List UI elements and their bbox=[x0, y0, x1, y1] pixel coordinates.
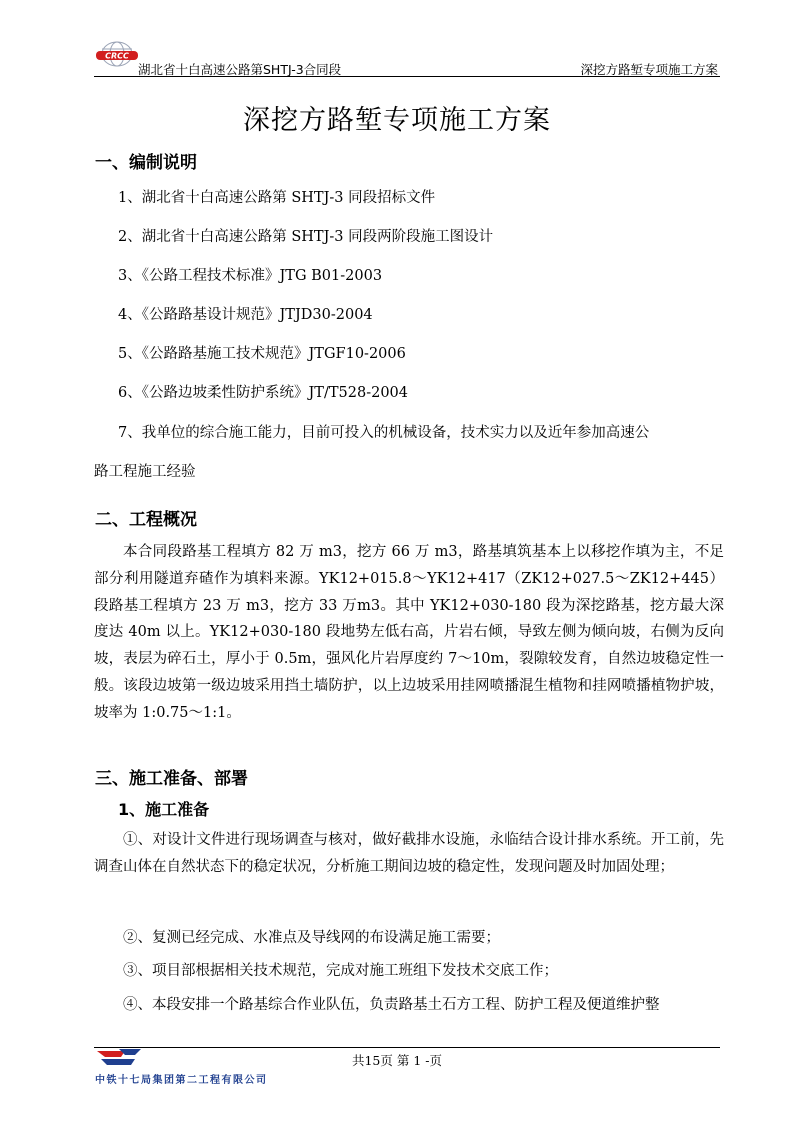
footer-divider bbox=[94, 1047, 720, 1048]
svg-text:CRCC: CRCC bbox=[105, 51, 129, 61]
reference-item-3: 3、《公路工程技术标准》JTG B01-2003 bbox=[118, 268, 383, 284]
preparation-item-1: ①、对设计文件进行现场调查与核对，做好截排水设施，永临结合设计排水系统。开工前，先调查山体在自然状态下的稳定状况，分析施工期间边坡的稳定性，发现问题及时加固处理； bbox=[94, 832, 724, 875]
preparation-item-4: ④、本段安排一个路基综合作业队伍，负责路基土石方工程、防护工程及便道维护整 bbox=[123, 997, 660, 1013]
reference-item-7-continued: 路工程施工经验 bbox=[94, 464, 196, 480]
section-3-heading: 三、施工准备、部署 bbox=[95, 769, 248, 789]
header-right-text: 深挖方路堑专项施工方案 bbox=[580, 62, 718, 77]
crcc-logo-icon bbox=[94, 40, 140, 70]
reference-item-6: 6、《公路边坡柔性防护系统》JT/T528-2004 bbox=[118, 385, 408, 401]
subsection-1-heading: 1、施工准备 bbox=[118, 800, 210, 819]
preparation-item-3: ③、项目部根据相关技术规范，完成对施工班组下发技术交底工作； bbox=[123, 963, 558, 979]
document-title: 深挖方路堑专项施工方案 bbox=[243, 105, 551, 136]
page-header bbox=[94, 36, 720, 77]
section-1-heading: 一、编制说明 bbox=[95, 153, 197, 173]
reference-item-1: 1、湖北省十白高速公路第 SHTJ-3 同段招标文件 bbox=[118, 190, 436, 206]
header-left-text: 湖北省十白高速公路第SHTJ-3合同段 bbox=[138, 62, 342, 77]
reference-item-7: 7、我单位的综合施工能力，目前可投入的机械设备，技术实力以及近年参加高速公 bbox=[118, 425, 650, 441]
page-number: 共15页 第 1 -页 bbox=[351, 1053, 442, 1068]
project-overview-paragraph: 本合同段路基工程填方 82 万 m3，挖方 66 万 m3，路基填筑基本上以移挖作填为主，不足部分利用隧道弃碴作为填料来源。YK12+015.8～YK12+417（ZK12+027.5～ZK12+445）段路基工程填方 23 万 m3，挖方 33 万m3。其中 YK12+030-180 段为深挖路基，挖方最大深度达 40m 以上。YK12+030-180 段地势左低右高，片岩右倾，导致左侧为倾向坡，右侧为反向坡，表层为碎石土，厚小于 0.5m，强风化片岩厚度约 7～10m，裂隙较发育，自然边坡稳定性一般。该段边坡第一级边坡采用挡土墙防护，以上边坡采用挂网喷播混生植物和挂网喷播植物护坡，坡率为 1:0.75～1:1。 bbox=[94, 544, 724, 721]
reference-item-2: 2、湖北省十白高速公路第 SHTJ-3 同段两阶段施工图设计 bbox=[118, 229, 494, 245]
reference-item-5: 5、《公路路基施工技术规范》JTGF10-2006 bbox=[118, 346, 406, 362]
preparation-item-2: ②、复测已经完成、水准点及导线网的布设满足施工需要； bbox=[123, 930, 500, 946]
section-2-heading: 二、工程概况 bbox=[95, 510, 197, 530]
footer-company-name: 中铁十七局集团第二工程有限公司 bbox=[95, 1075, 268, 1086]
reference-item-4: 4、《公路路基设计规范》JTJD30-2004 bbox=[118, 307, 373, 323]
